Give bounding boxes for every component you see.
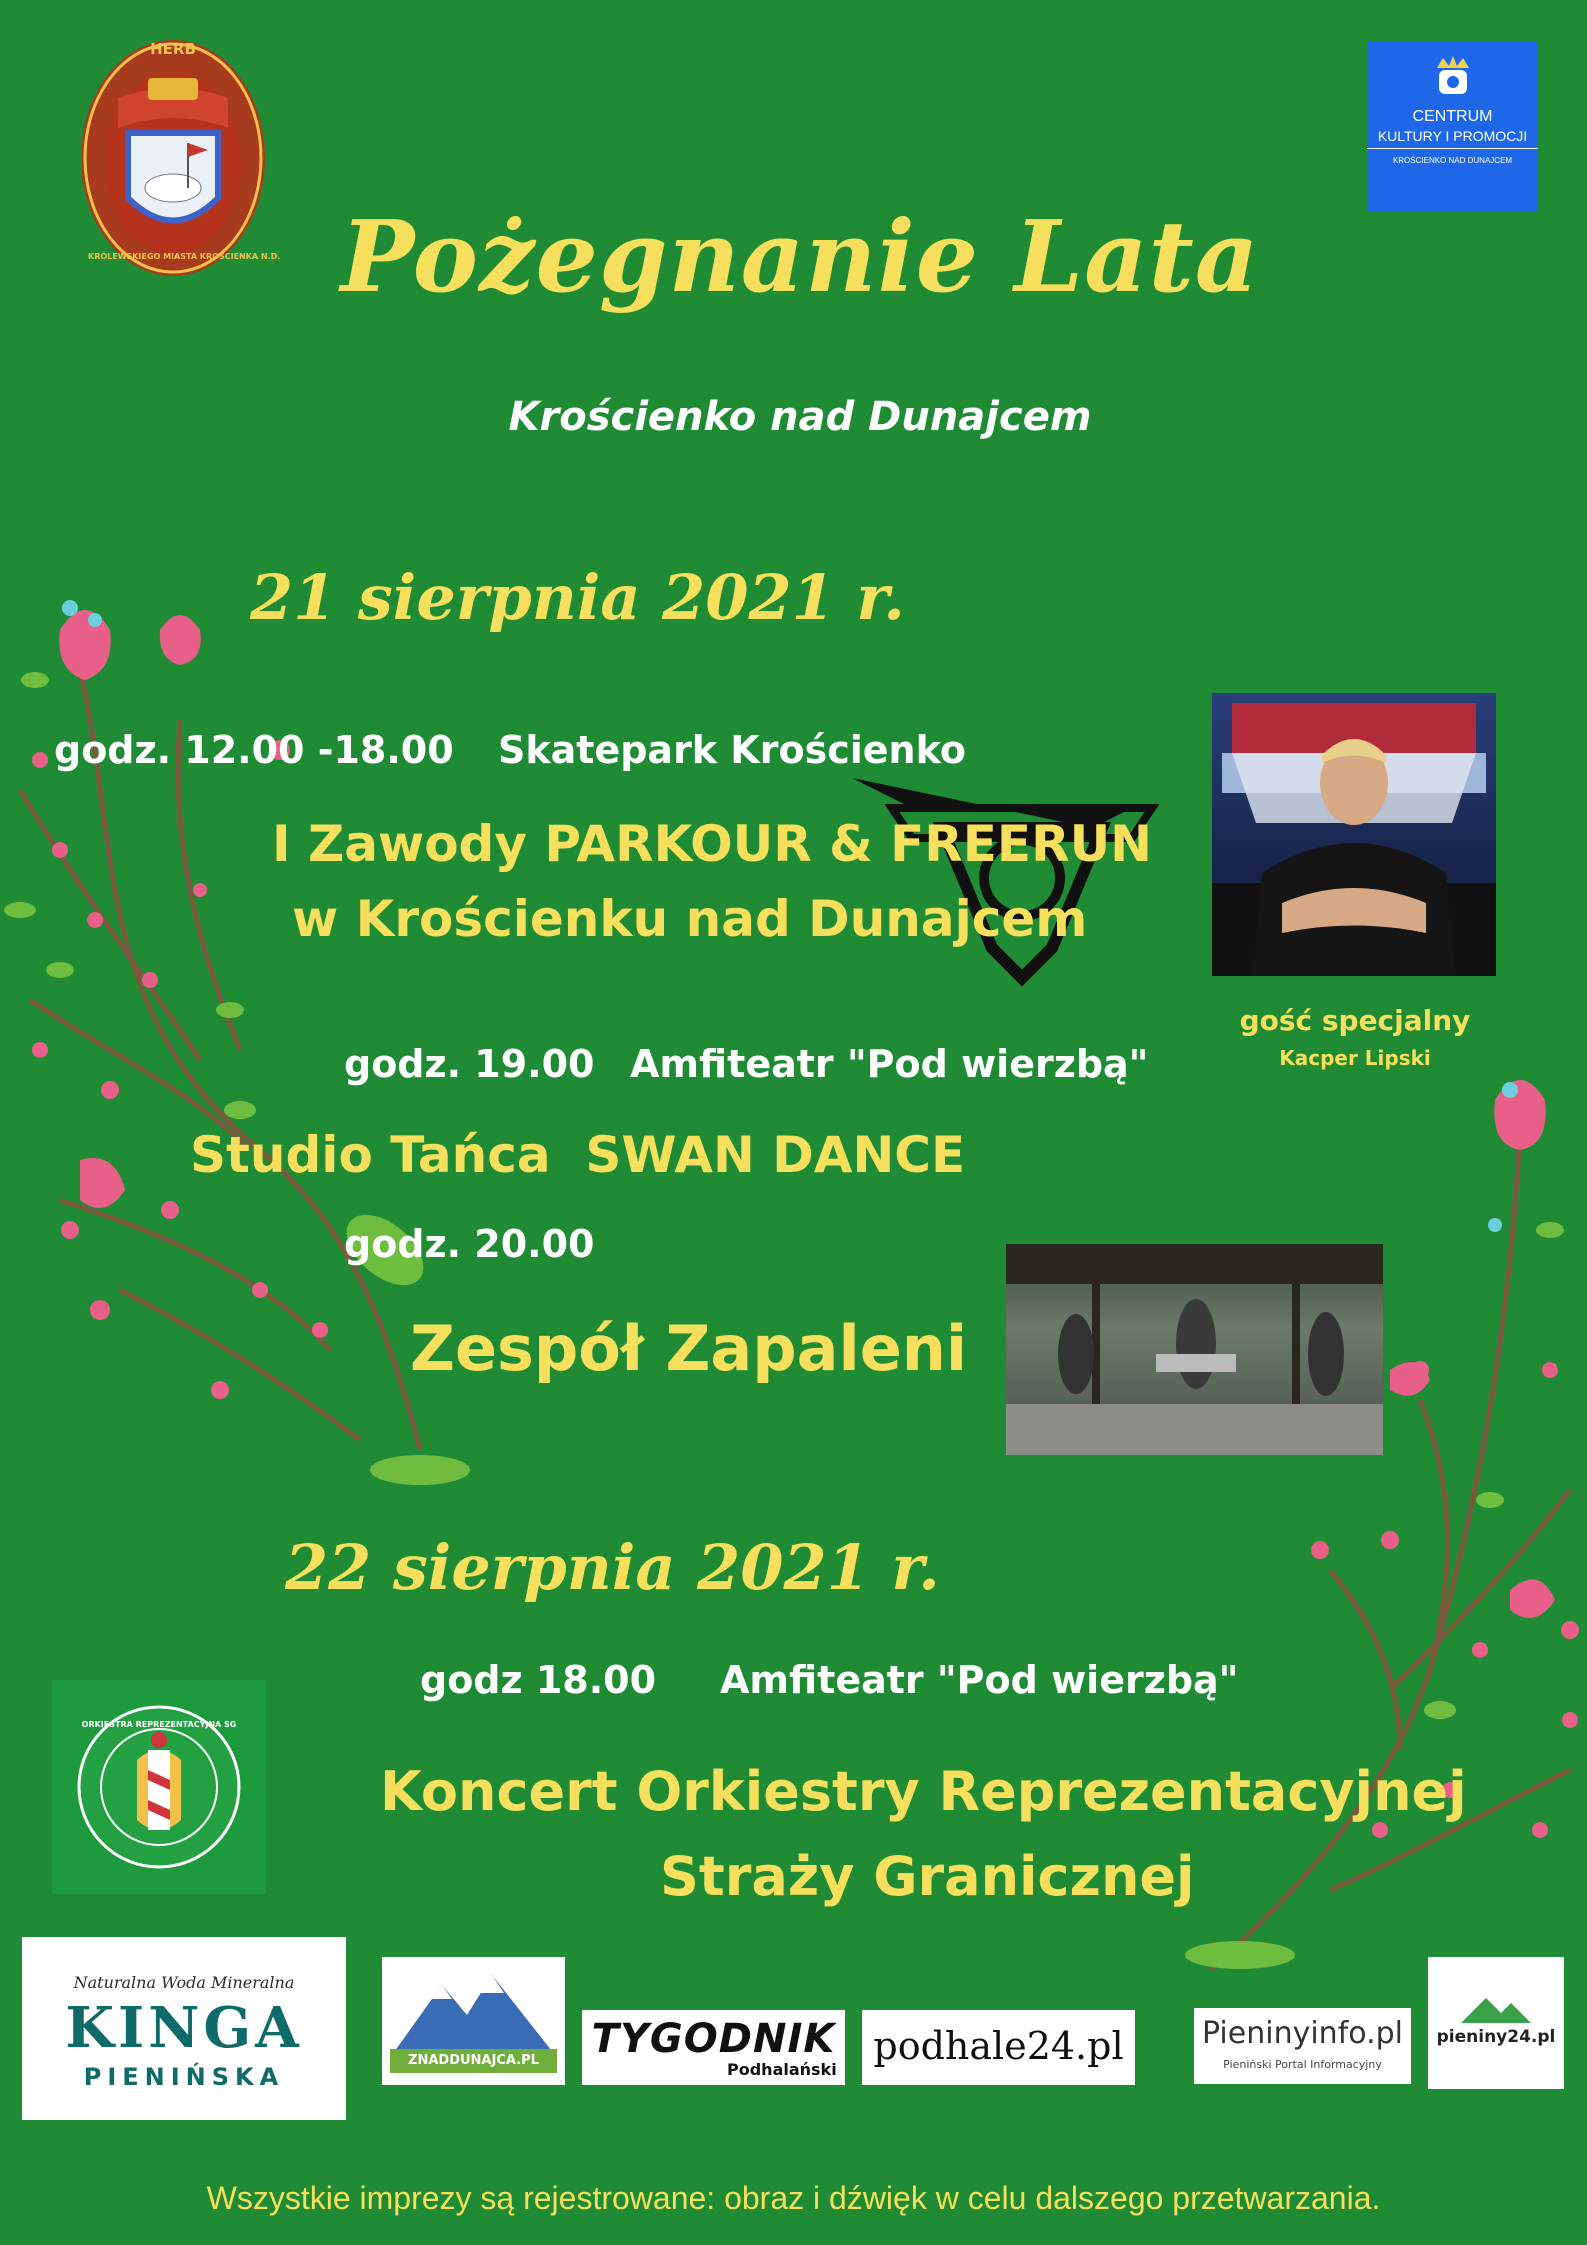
znad-label: ZNADDUNAJCA.PL [390,2049,557,2073]
ckip-line1: CENTRUM [1412,108,1493,125]
ckip-line2: KULTURY I PROMOCJI [1367,128,1538,149]
pieninyinfo-label: Pieninyinfo.pl [1202,2016,1403,2051]
event1-place: Skatepark Krościenko [498,728,966,772]
tygodnik-main: TYGODNIK [591,2016,836,2062]
guest-photo [1212,693,1496,976]
event2-time: godz. 19.00 [344,1042,595,1086]
flower-branch-left [0,590,470,1490]
sponsor-pieninyinfo[interactable] [1194,2008,1411,2084]
pieninyinfo-sub: Pieniński Portal Informacyjny [1223,2058,1382,2071]
page-title: Pożegnanie Lata [340,200,1260,315]
sponsor-pieniny24[interactable] [1428,1957,1564,2089]
kinga-main: KINGA [65,1995,303,2061]
crest-top-label: HERB [150,40,196,58]
kinga-sub: PIENIŃSKA [83,2063,285,2091]
pieniny24-label: pieniny24.pl [1436,2027,1556,2047]
event2-place: Amfiteatr "Pod wierzbą" [630,1042,1149,1086]
flower-branch-right [1150,1070,1587,1970]
event1-title-line1: I Zawody PARKOUR & FREERUN [272,815,1153,873]
hills-icon [1461,1993,1531,2023]
mountain-icon [392,1965,555,2055]
sponsor-kinga[interactable] [22,1937,346,2120]
crest-ring-text: KRÓLEWSKIEGO MIASTA KROŚCIENKA N.D. [88,252,281,261]
band-photo [1006,1244,1383,1455]
sponsor-podhale24[interactable] [862,2010,1135,2085]
orchestra-logo [52,1680,266,1894]
podhale-label: podhale24.pl [873,2024,1124,2068]
sponsor-tygodnik[interactable] [582,2010,845,2085]
ckip-line3: KROŚCIENKO NAD DUNAJCEM [1392,156,1513,165]
event1-time: godz. 12.00 -18.00 [54,728,454,772]
parkour-logo [852,768,1192,988]
day2-date: 22 sierpnia 2021 r. [285,1531,940,1604]
day1-date: 21 sierpnia 2021 r. [250,561,905,634]
guest-name: Kacper Lipski [1279,1046,1431,1070]
event3-time: godz. 20.00 [344,1222,595,1266]
event2-title: Studio Tańca SWAN DANCE [190,1126,966,1184]
event1-title-line2: w Krościenku nad Dunajcem [292,890,1088,948]
day2-event-time: godz 18.00 [420,1658,657,1702]
kinga-script: Naturalna Woda Mineralna [73,1973,295,1992]
day2-event-place: Amfiteatr "Pod wierzbą" [720,1658,1239,1702]
crown-icon [1433,54,1473,98]
event3-title: Zespół Zapaleni [410,1312,968,1385]
orchestra-ring-text: ORKIESTRA REPREZENTACYJNA SG [81,1720,237,1729]
guest-label: gość specjalny [1239,1004,1471,1037]
tygodnik-sub: Podhalański [727,2060,837,2079]
sponsor-znaddunajca[interactable] [382,1957,565,2085]
day2-event-title-line2: Straży Granicznej [660,1845,1195,1908]
page-subtitle: Krościenko nad Dunajcem [508,394,1092,440]
footer-notice: Wszystkie imprezy są rejestrowane: obraz i dźwięk w celu dalszego przetwarzania. [206,2180,1381,2216]
ckip-badge [1367,42,1538,212]
day2-event-title-line1: Koncert Orkiestry Reprezentacyjnej [380,1760,1467,1823]
